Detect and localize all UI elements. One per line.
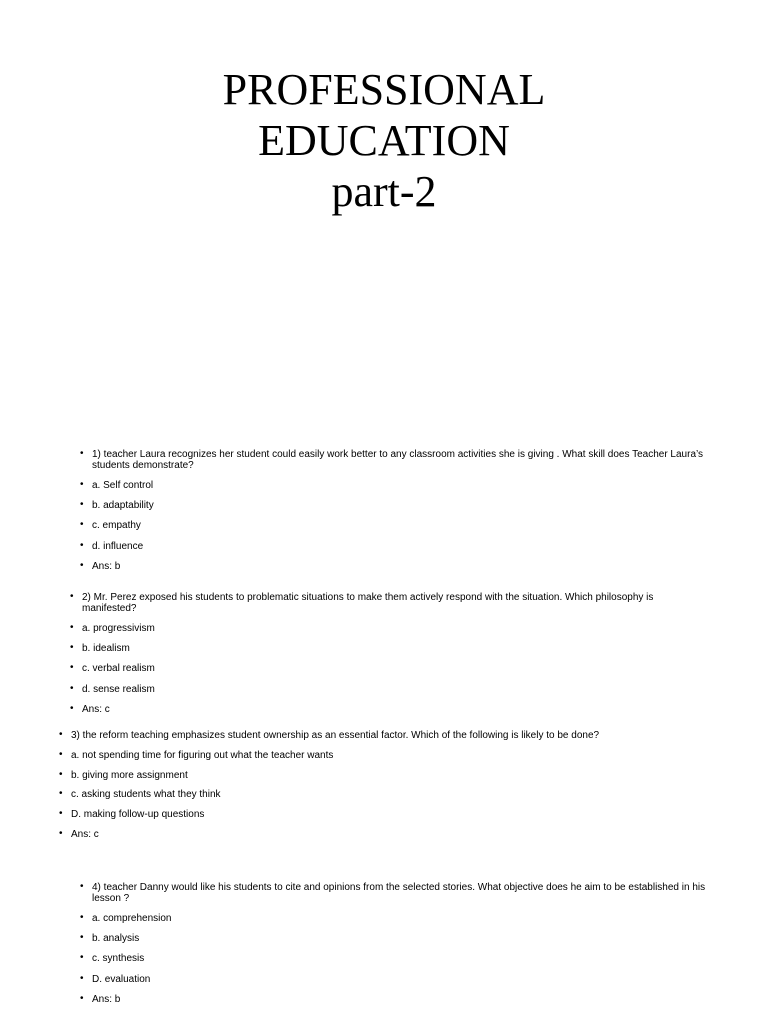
answer-item: • Ans: c <box>70 704 710 715</box>
option-item: • b. analysis <box>80 933 730 944</box>
option-item: • c. asking students what they think <box>59 789 729 800</box>
question-block-4 <box>80 882 730 1007</box>
question-block-1 <box>80 449 730 574</box>
option-item: • a. progressivism <box>70 623 710 634</box>
option-item: • a. Self control <box>80 480 730 491</box>
option-item: • c. verbal realism <box>70 663 710 674</box>
option-item: • b. giving more assignment <box>59 770 729 781</box>
option-item: • d. sense realism <box>70 684 710 695</box>
option-item: • a. not spending time for figuring out what the teacher wants <box>59 750 729 761</box>
title-line-2: EDUCATION <box>258 116 510 165</box>
option-item: • b. adaptability <box>80 500 730 511</box>
question-text: • 4) teacher Danny would like his students to cite and opinions from the selected stories. What objective does he aim to be established in his lesson ? <box>80 882 730 904</box>
title-line-3: part-2 <box>331 167 437 216</box>
option-item: • a. comprehension <box>80 913 730 924</box>
option-item: • D. evaluation <box>80 974 730 985</box>
question-block-2 <box>70 592 710 717</box>
answer-item: • Ans: b <box>80 994 730 1005</box>
question-block-3 <box>59 730 729 845</box>
question-text: • 1) teacher Laura recognizes her student could easily work better to any classroom activities she is giving . What skill does Teacher Laura’s students demonstrate? <box>80 449 730 471</box>
option-item: • d. influence <box>80 541 730 552</box>
option-item: • D. making follow-up questions <box>59 809 729 820</box>
answer-item: • Ans: c <box>59 829 729 840</box>
question-text: • 3) the reform teaching emphasizes student ownership as an essential factor. Which of the following is likely to be done? <box>59 730 729 741</box>
answer-item: • Ans: b <box>80 561 730 572</box>
title-line-1: PROFESSIONAL <box>222 65 546 114</box>
option-item: • c. empathy <box>80 520 730 531</box>
document-title <box>0 64 768 217</box>
question-text: • 2) Mr. Perez exposed his students to problematic situations to make them actively respond with the situation. Which philosophy is manifested? <box>70 592 710 614</box>
option-item: • b. idealism <box>70 643 710 654</box>
option-item: • c. synthesis <box>80 953 730 964</box>
